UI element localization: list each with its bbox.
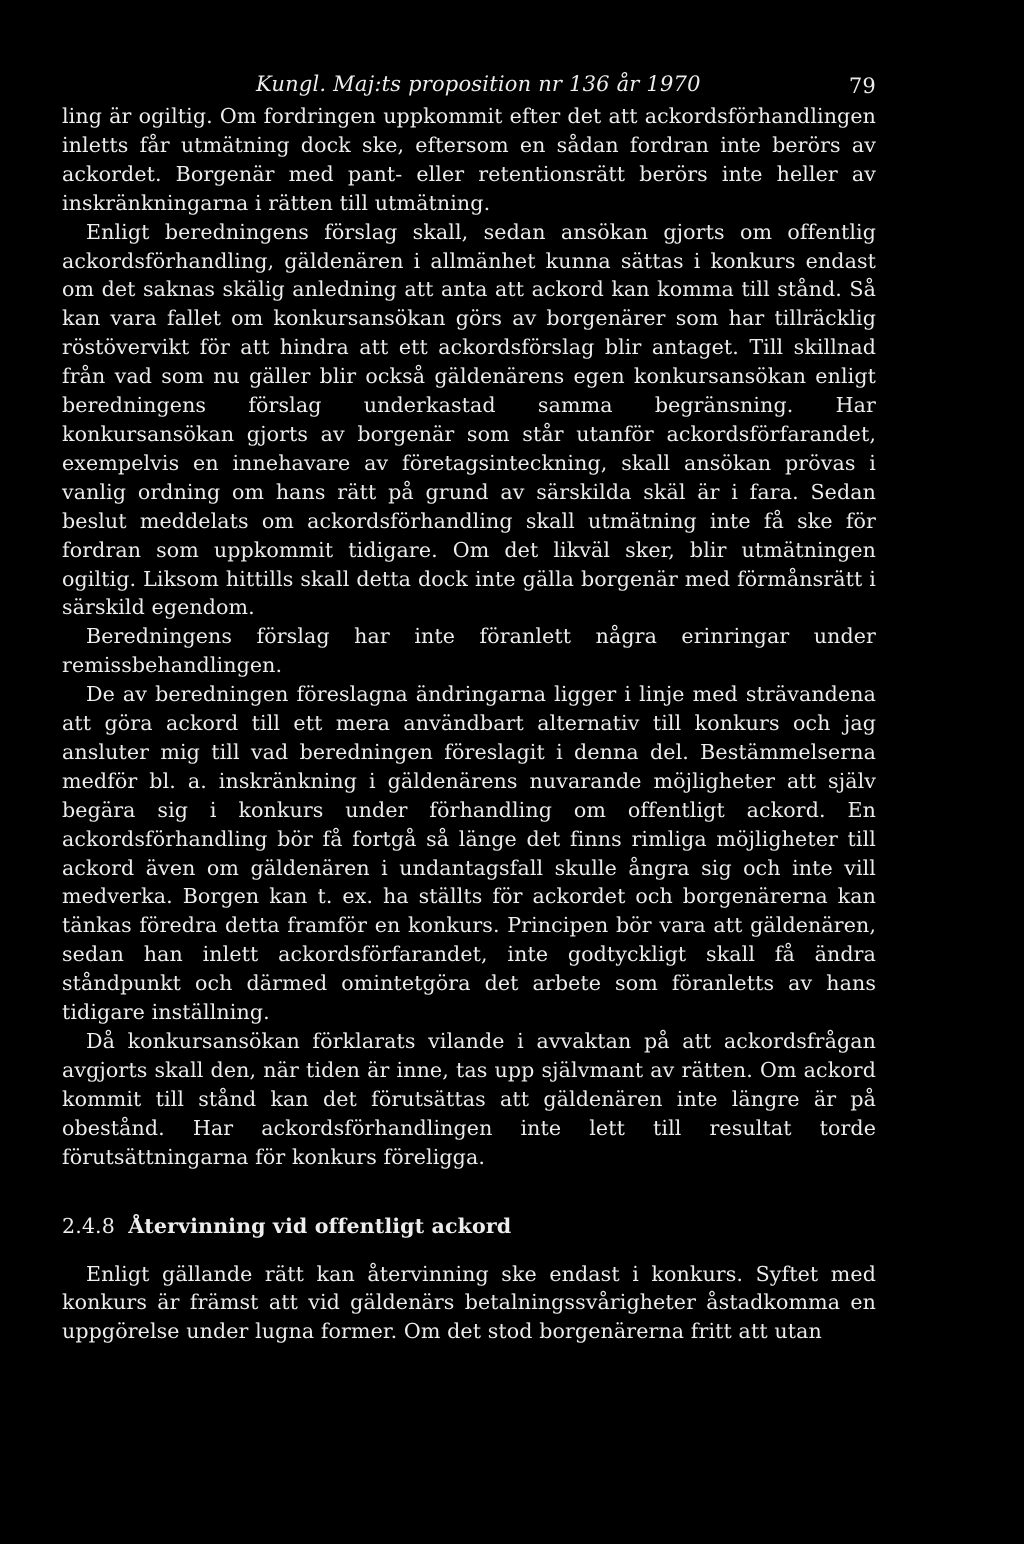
section-heading [62,1214,876,1238]
section-number: 2.4.8 [62,1213,115,1238]
page-number: 79 [848,74,876,98]
running-header [62,58,876,102]
paragraph: Beredningens förslag har inte föranlett några erinringar under remissbehandlingen. [62,624,876,678]
section-title: Återvinning vid offentligt ackord [128,1213,512,1238]
paragraph-continued: ling är ogiltig. Om fordringen uppkommit efter det att ackordsförhandlingen inletts får utmätning dock ske, eftersom en sådan fordran inte berörs av ackordet. Borgenär med pant- eller retentionsrätt berörs inte heller av inskränkningarna i rätten till utmätning. [62,104,876,215]
paragraph: De av beredningen föreslagna ändringarna ligger i linje med strävandena att göra ackord till ett mera användbart alternativ till konkurs och jag ansluter mig till vad beredningen föreslagit i denna del. Bestämmelserna medför bl. a. inskränkning i gäldenärens nuvarande möjligheter att själv begära sig i konkurs under förhandling om offentligt ackord. En ackordsförhandling bör få fortgå så länge det finns rimliga möjligheter till ackord även om gäldenären i undantagsfall skulle ångra sig och inte vill medverka. Borgen kan t. ex. ha ställts för ackordet och borgenärerna kan tänkas föredra detta framför en konkurs. Principen bör vara att gäldenären, sedan han inlett ackordsförfarandet, inte godtyckligt skall få ändra ståndpunkt och därmed omintetgöra det arbete som föranletts av hans tidigare inställning. [62,682,876,1025]
body-text [62,102,876,1346]
header-title: Kungl. Maj:ts proposition nr 136 år 1970 [256,72,701,96]
paragraph: Enligt beredningens förslag skall, sedan ansökan gjorts om offentlig ackordsförhandling, gäldenären i allmänhet kunna sättas i konkurs endast om det saknas skälig anledning att anta att ackord kan komma till stånd. Så kan vara fallet om konkursansökan görs av borgenärer som har tillräcklig röstövervikt för att hindra att ett ackordsförslag blir antaget. Till skillnad från vad som nu gäller blir också gäldenärens egen konkursansökan enligt beredningens förslag underkastad samma begränsning. Har konkursansökan gjorts av borgenär som står utanför ackordsförfarandet, exempelvis en innehavare av företagsinteckning, skall ansökan prövas i vanlig ordning om hans rätt på grund av särskilda skäl är i fara. Sedan beslut meddelats om ackordsförhandling skall utmätning inte få ske för fordran som uppkommit tidigare. Om det likväl sker, blir utmätningen ogiltig. Liksom hittills skall detta dock inte gälla borgenär med förmånsrätt i särskild egendom. [62,219,876,620]
document-page [62,58,876,1346]
paragraph: Enligt gällande rätt kan återvinning ske endast i konkurs. Syftet med konkurs är främst att vid gäldenärs betalningssvårigheter åstadkomma en uppgörelse under lugna former. Om det stod borgenärerna fritt att utan [62,1261,876,1344]
paragraph: Då konkursansökan förklarats vilande i avvaktan på att ackordsfrågan avgjorts skall den, när tiden är inne, tas upp självmant av rätten. Om ackord kommit till stånd kan det förutsättas att gäldenären inte längre är på obestånd. Har ackordsförhandlingen inte lett till resultat torde förutsättningarna för konkurs föreligga. [62,1029,876,1169]
